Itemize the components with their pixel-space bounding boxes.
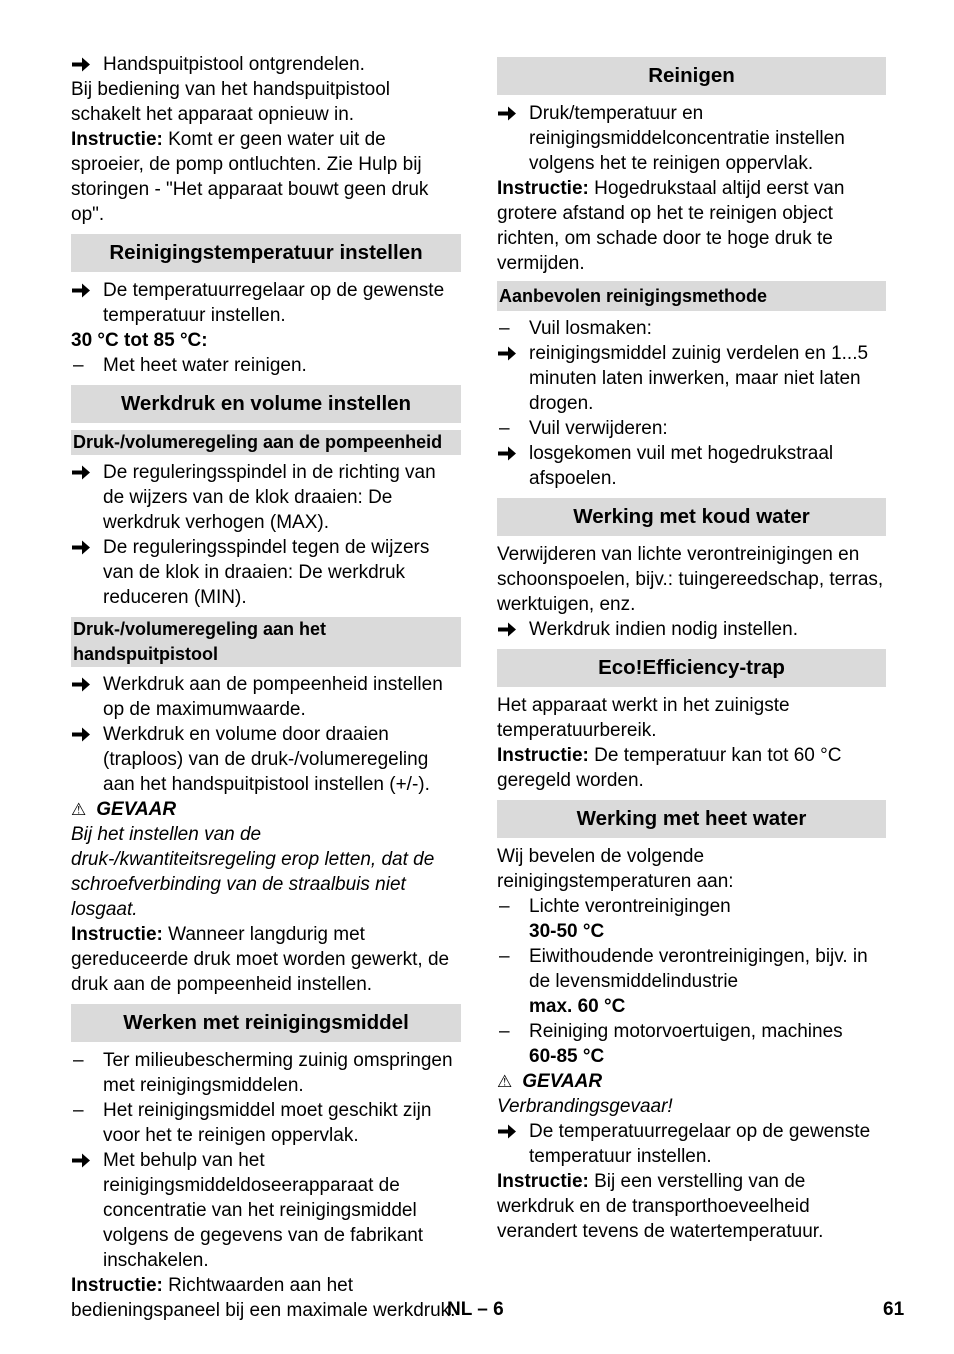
arrow-step xyxy=(497,341,886,416)
arrow-right-icon xyxy=(497,441,517,473)
arrow-step xyxy=(497,441,886,491)
warning-triangle-icon: ⚠ xyxy=(71,800,87,819)
section-heading-detergent: Werken met reinigingsmiddel xyxy=(71,1004,461,1042)
danger-label xyxy=(71,797,461,822)
temperature-range xyxy=(71,328,461,353)
dash-marker: – xyxy=(499,418,510,439)
note-label: Instructie: xyxy=(497,178,589,199)
dash-marker: – xyxy=(73,1100,84,1121)
step-text: Werkdruk en volume door draaien (traploos) van de druk-/volumeregeling aan het handspuitpistool instellen (+/-). xyxy=(103,724,430,795)
note xyxy=(497,176,886,276)
item-text: Reiniging motorvoertuigen, machines xyxy=(529,1021,843,1042)
arrow-right-icon xyxy=(71,722,91,754)
step-text: Met behulp van het reinigingsmiddeldoseerapparaat de concentratie van het reinigingsmiddel volgens de gegevens van de fabrikant inschakelen. xyxy=(103,1150,424,1271)
temperature-value: 60-85 °C xyxy=(529,1046,605,1067)
section-heading-pressure: Werkdruk en volume instellen xyxy=(71,385,461,423)
dash-item xyxy=(71,1098,461,1148)
paragraph: Verwijderen van lichte verontreinigingen en schoonspoelen, bijv.: tuingereedschap, terras, werktuigen, enz. xyxy=(497,544,884,615)
temperature-value: max. 60 °C xyxy=(529,996,626,1017)
dash-marker: – xyxy=(73,1050,84,1071)
dash-item xyxy=(497,316,886,341)
danger-text: Verbrandingsgevaar! xyxy=(497,1096,673,1117)
arrow-step xyxy=(497,1119,886,1169)
note-text: Bij een verstelling van de werkdruk en de transporthoeveelheid verandert tevens de watertemperatuur. xyxy=(497,1171,824,1242)
arrow-right-icon xyxy=(497,341,517,373)
paragraph: Het apparaat werkt in het zuinigste temperatuurbereik. xyxy=(497,695,790,741)
step-text: losgekomen vuil met hogedrukstraal afspoelen. xyxy=(529,443,834,489)
section-heading-hot-water: Werking met heet water xyxy=(497,800,886,838)
note xyxy=(497,743,886,793)
note-text: Komt er geen water uit de sproeier, de pomp ontluchten. Zie Hulp bij storingen - "Het apparaat bouwt geen druk op". xyxy=(71,129,429,225)
dash-item xyxy=(497,944,886,1019)
arrow-right-icon xyxy=(71,278,91,310)
item-text: Vuil losmaken: xyxy=(529,318,652,339)
paragraph: Wij bevelen de volgende reinigingstemperaturen aan: xyxy=(497,846,734,892)
step-text: Werkdruk aan de pompeenheid instellen op de maximumwaarde. xyxy=(103,674,443,720)
arrow-step xyxy=(71,535,461,610)
note-label: Instructie: xyxy=(71,1275,163,1296)
dash-marker: – xyxy=(499,896,510,917)
paragraph: Bij bediening van het handspuitpistool schakelt het apparaat opnieuw in. xyxy=(71,79,391,125)
section-heading-temperature: Reinigingstemperatuur instellen xyxy=(71,234,461,272)
arrow-right-icon xyxy=(71,52,91,84)
note-label: Instructie: xyxy=(497,745,589,766)
note-text: Hogedrukstaal altijd eerst van grotere afstand op het te reinigen object richten, om schade door te hoge druk te vermijden. xyxy=(497,178,845,274)
subheading-gun: Druk-/volumeregeling aan het handspuitpistool xyxy=(71,617,461,667)
subheading-method: Aanbevolen reinigingsmethode xyxy=(497,281,886,311)
step-text: Druk/temperatuur en reinigingsmiddelconcentratie instellen volgens het te reinigen oppervlak. xyxy=(529,103,845,174)
note xyxy=(71,922,461,997)
item-text: Met heet water reinigen. xyxy=(103,355,307,376)
item-text: Eiwithoudende verontreinigingen, bijv. in de levensmiddelindustrie xyxy=(529,946,868,992)
right-column xyxy=(497,52,886,1244)
dash-item xyxy=(71,1048,461,1098)
dash-item xyxy=(497,416,886,441)
dash-item xyxy=(497,894,886,944)
step-text: De temperatuurregelaar op de gewenste temperatuur instellen. xyxy=(529,1121,871,1167)
dash-marker: – xyxy=(499,946,510,967)
item-text: Lichte verontreinigingen xyxy=(529,896,731,917)
dash-item xyxy=(497,1019,886,1069)
note-label: Instructie: xyxy=(71,129,163,150)
section-heading-cold-water: Werking met koud water xyxy=(497,498,886,536)
note xyxy=(497,1169,886,1244)
step-text: Handspuitpistool ontgrendelen. xyxy=(103,54,365,75)
item-text: Ter milieubescherming zuinig omspringen met reinigingsmiddelen. xyxy=(103,1050,453,1096)
arrow-step xyxy=(71,52,461,77)
arrow-right-icon xyxy=(71,672,91,704)
section-heading-cleaning: Reinigen xyxy=(497,57,886,95)
step-text: Werkdruk indien nodig instellen. xyxy=(529,619,798,640)
note-text: Wanneer langdurig met gereduceerde druk moet worden gewerkt, de druk aan de pompeenheid instellen. xyxy=(71,924,450,995)
arrow-right-icon xyxy=(71,535,91,567)
note-label: Instructie: xyxy=(497,1171,589,1192)
dash-marker: – xyxy=(499,318,510,339)
step-text: De reguleringsspindel tegen de wijzers van de klok in draaien: De werkdruk reduceren (MIN). xyxy=(103,537,430,608)
arrow-right-icon xyxy=(497,101,517,133)
dash-item xyxy=(71,353,461,378)
footer-section-label: NL – 6 xyxy=(447,1299,504,1320)
dash-marker: – xyxy=(73,355,84,376)
note xyxy=(71,1273,461,1323)
item-text: Het reinigingsmiddel moet geschikt zijn voor het te reinigen oppervlak. xyxy=(103,1100,432,1146)
page-number: 61 xyxy=(883,1299,905,1320)
arrow-step xyxy=(71,278,461,328)
step-text: De temperatuurregelaar op de gewenste temperatuur instellen. xyxy=(103,280,445,326)
arrow-step xyxy=(71,672,461,722)
arrow-right-icon xyxy=(71,460,91,492)
note-text: De temperatuur kan tot 60 °C geregeld worden. xyxy=(497,745,842,791)
temperature-range-label: 30 °C tot 85 °C: xyxy=(71,330,208,351)
arrow-right-icon xyxy=(497,1119,517,1151)
subheading-pump: Druk-/volumeregeling aan de pompeenheid xyxy=(71,430,461,455)
temperature-value: 30-50 °C xyxy=(529,921,605,942)
warning-triangle-icon: ⚠ xyxy=(497,1072,513,1091)
arrow-step xyxy=(71,460,461,535)
danger-text: Bij het instellen van de druk-/kwantiteitsregeling erop letten, dat de schroefverbinding van de straalbuis niet losgaat. xyxy=(71,824,435,920)
danger-label xyxy=(497,1069,886,1094)
danger-label-text: GEVAAR xyxy=(522,1071,603,1092)
arrow-right-icon xyxy=(71,1148,91,1180)
arrow-step xyxy=(497,617,886,642)
left-column xyxy=(71,52,461,1323)
item-text: Vuil verwijderen: xyxy=(529,418,668,439)
arrow-step xyxy=(71,722,461,797)
arrow-right-icon xyxy=(497,617,517,649)
step-text: De reguleringsspindel in de richting van de wijzers van de klok draaien: De werkdruk verhogen (MAX). xyxy=(103,462,436,533)
danger-label-text: GEVAAR xyxy=(96,799,177,820)
arrow-step xyxy=(497,101,886,176)
note-text: Richtwaarden aan het bedieningspaneel bij een maximale werkdruk. xyxy=(71,1275,456,1321)
arrow-step xyxy=(71,1148,461,1273)
dash-marker: – xyxy=(499,1021,510,1042)
note-label: Instructie: xyxy=(71,924,163,945)
note xyxy=(71,127,461,227)
step-text: reinigingsmiddel zuinig verdelen en 1...5 minuten laten inwerken, maar niet laten drogen. xyxy=(529,343,869,414)
section-heading-eco: Eco!Efficiency-trap xyxy=(497,649,886,687)
